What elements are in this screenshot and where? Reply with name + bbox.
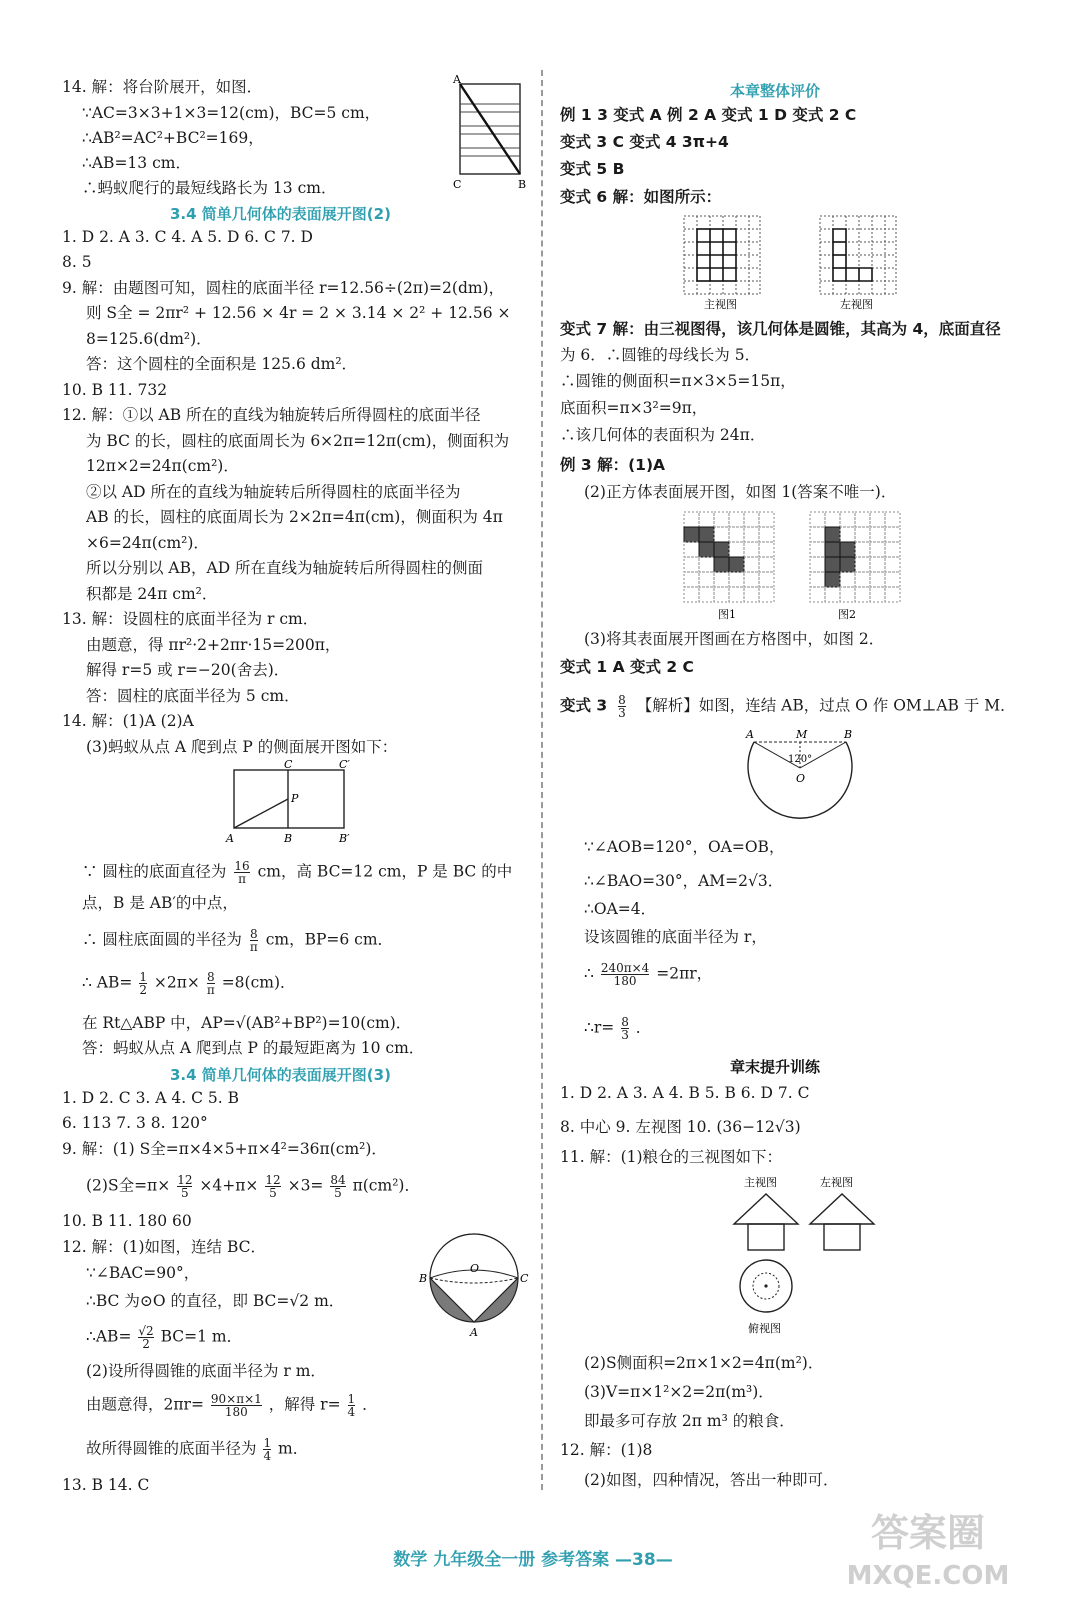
net-cell [810, 512, 825, 527]
net-cell [840, 587, 855, 602]
net-cell [759, 512, 774, 527]
numerator: 84 [330, 1173, 346, 1187]
label-angle: 120° [788, 754, 813, 765]
text-seg: ∴ 圆柱底面圆的半径为 [82, 930, 242, 949]
denominator: 180 [224, 1405, 248, 1419]
watermark-bottom: MXQE.COM [846, 1561, 1010, 1591]
denominator: π [238, 872, 246, 886]
fraction [601, 962, 649, 987]
text-seg: (2)S全=π× [86, 1176, 171, 1195]
net-cell [729, 542, 744, 557]
text-seg: π(cm²)． [352, 1176, 420, 1195]
text-seg: 由题意得，2πr= [86, 1395, 204, 1414]
section-heading: 本章整体评价 [730, 82, 821, 100]
label-B: B [419, 1272, 428, 1285]
net-cell [855, 557, 870, 572]
text-line: ②以 AD 所在的直线为轴旋转后所得圆柱的底面半径为 [86, 483, 461, 501]
text-line: (2)正方体表面展开图，如图 1(答案不唯一)． [584, 483, 897, 501]
denominator: 5 [181, 1186, 189, 1200]
numerator: 8 [621, 1015, 629, 1029]
net-cell [699, 572, 714, 587]
net-cell [870, 512, 885, 527]
numerator: 8 [250, 927, 258, 941]
net-cell [885, 512, 900, 527]
text-line: 答：这个圆柱的全面积是 125.6 dm²． [86, 355, 358, 373]
net-cell [885, 587, 900, 602]
caption-fig1: 图1 [718, 608, 736, 620]
denominator: 3 [618, 706, 626, 720]
text-line: (2)如图，四种情况，答出一种即可． [584, 1471, 839, 1489]
fraction [621, 1016, 629, 1041]
net-cell [810, 542, 825, 557]
text-line: ∵∠BAC=90°， [86, 1264, 200, 1282]
net-cell-filled [699, 527, 714, 542]
denominator: π [206, 983, 215, 997]
net-grid-1 [684, 512, 774, 602]
label-C: C [284, 758, 293, 771]
net-cell [714, 587, 729, 602]
numerator: 240π×4 [600, 961, 650, 975]
label-P: P [291, 792, 299, 805]
label-B: B [284, 832, 293, 844]
net-cell [759, 542, 774, 557]
text-line: ∵AC=3×3+1×3=12(cm)，BC=5 cm， [82, 104, 381, 122]
fraction [265, 1174, 280, 1199]
text-seg: =8(cm)． [221, 973, 296, 992]
granary-three-views [726, 1172, 896, 1340]
net-grid-2 [810, 512, 900, 602]
net-cell-filled [825, 572, 840, 587]
text-line: ∴蚂蚁爬行的最短线路长为 13 cm． [82, 179, 337, 197]
text-line: 答：圆柱的底面半径为 5 cm． [86, 687, 300, 705]
net-cell [885, 527, 900, 542]
text-seg: 变式 7 解：由三视图得，该几何体是圆锥，其高为 4，底面直径 [560, 320, 1001, 338]
net-cell [684, 587, 699, 602]
text-line [82, 971, 296, 996]
net-cell [855, 527, 870, 542]
text-line: 14. 解：(1)A (2)A [62, 712, 194, 730]
text-seg: ×3= [287, 1176, 324, 1195]
caption-fu: 俯视图 [748, 1322, 781, 1335]
net-cell [810, 572, 825, 587]
net-cell [744, 527, 759, 542]
label-M: M [796, 728, 808, 741]
section-heading: 3.4 简单几何体的表面展开图(2) [170, 205, 391, 223]
text-line [584, 1016, 651, 1041]
text-line: 在 Rt△ABP 中，AP=√(AB²+BP²)=10(cm)． [82, 1014, 412, 1032]
cube-net-figures [680, 508, 930, 620]
text-line: 为 6．∴圆锥的母线长为 5． [560, 346, 761, 364]
text-seg: =2πr， [656, 964, 713, 983]
column-divider [541, 70, 543, 1490]
text-seg: ． [362, 1395, 378, 1414]
label-C: C [520, 1272, 529, 1285]
label-Cprime: C′ [339, 758, 350, 771]
text-seg: ×2π× [153, 973, 200, 992]
net-cell-filled [840, 557, 855, 572]
numerator: 12 [265, 1173, 281, 1187]
numerator: 90×π×1 [210, 1392, 262, 1406]
text-line: ∴∠BAO=30°，AM=2√3． [584, 872, 784, 890]
caption-zhu: 主视图 [744, 1176, 777, 1189]
fraction [207, 971, 215, 996]
net-cell [885, 542, 900, 557]
net-cell [729, 587, 744, 602]
page-footer: 数学 九年级全一册 参考答案 —38— [393, 1550, 673, 1570]
text-line [86, 1174, 420, 1199]
net-cell [699, 587, 714, 602]
net-cell [855, 587, 870, 602]
label-A: A [470, 1326, 478, 1339]
label-B: B [844, 728, 853, 741]
text-line: 变式 1 A 变式 2 C [560, 658, 694, 676]
text-seg: ． [635, 1018, 652, 1037]
net-cell [684, 557, 699, 572]
numerator: 1 [263, 1436, 272, 1450]
text-line: 1. D 2. A 3. A 4. B 5. B 6. D 7. C [560, 1084, 810, 1102]
net-cell [870, 557, 885, 572]
fraction [263, 1437, 271, 1462]
fraction [348, 1393, 356, 1418]
text-line: 10. B 11. 180 60 [62, 1212, 192, 1230]
fraction [330, 1174, 345, 1199]
text-line: 由题意，得 πr²·2+2πr·15=200π， [86, 636, 341, 654]
text-line: (3)蚂蚁从点 A 爬到点 P 的侧面展开图如下： [86, 738, 398, 756]
net-cell [840, 527, 855, 542]
text-line: 13. 解：设圆柱的底面半径为 r cm． [62, 610, 319, 628]
text-line [82, 928, 393, 953]
text-line: 解得 r=5 或 r=−20(舍去)． [86, 661, 290, 679]
fraction [250, 928, 258, 953]
denominator: 4 [263, 1449, 272, 1463]
numerator: 16 [234, 859, 250, 873]
denominator: π [249, 940, 258, 954]
section-heading: 3.4 简单几何体的表面展开图(3) [170, 1066, 391, 1084]
text-line: 为 BC 的长，圆柱的底面周长为 6×2π=12π(cm)，侧面积为 [86, 432, 510, 450]
net-cell [810, 527, 825, 542]
text-line: 6. 113 7. 3 8. 120° [62, 1114, 208, 1132]
text-seg: 【解析】如图，连结 AB，过点 O 作 OM⊥AB 于 M． [636, 696, 1016, 715]
text-line: 11. 解：(1)粮仓的三视图如下： [560, 1148, 783, 1166]
denominator: 3 [621, 1028, 629, 1042]
net-cell [885, 557, 900, 572]
text-line [86, 1325, 242, 1350]
text-line: 1. D 2. A 3. C 4. A 5. D 6. C 7. D [62, 228, 313, 246]
text-line: 点，B 是 AB′的中点， [82, 894, 238, 912]
text-seg: ∵ 圆柱的底面直径为 [82, 862, 227, 881]
text-line: 例 1 3 变式 A 例 2 A 变式 1 D 变式 2 C [560, 106, 857, 124]
denominator: 5 [334, 1186, 342, 1200]
text-line: 底面积=π×3²=9π， [560, 399, 708, 417]
caption-zuo: 左视图 [820, 1176, 853, 1189]
net-cell [759, 587, 774, 602]
net-cell [714, 512, 729, 527]
text-seg: ∴AB= [86, 1327, 132, 1346]
fraction [138, 1325, 153, 1350]
net-cell-filled [825, 527, 840, 542]
cylinder-unfold-figure [222, 758, 362, 844]
label-B: B [518, 178, 527, 191]
text-line: 8. 5 [62, 253, 92, 271]
denominator: 180 [613, 974, 637, 988]
text-seg: cm，高 BC=12 cm，P 是 BC 的中 [257, 862, 513, 881]
net-cell [825, 512, 840, 527]
numerator: 1 [347, 1392, 356, 1406]
text-line: 变式 3 C 变式 4 3π+4 [560, 133, 729, 151]
net-cell [744, 542, 759, 557]
fraction [139, 971, 147, 996]
text-seg: ∴r= [584, 1018, 615, 1037]
net-cell-filled [825, 542, 840, 557]
net-cell-filled [714, 557, 729, 572]
label-A: A [453, 74, 461, 86]
text-seg: 故所得圆锥的底面半径为 [86, 1439, 257, 1458]
net-cell [870, 542, 885, 557]
net-cell [744, 512, 759, 527]
caption-fig2: 图2 [838, 608, 856, 620]
net-cell [744, 587, 759, 602]
text-line: 答：蚂蚁从点 A 爬到点 P 的最短距离为 10 cm． [82, 1039, 425, 1057]
text-seg: ∴ [584, 964, 594, 983]
denominator: 2 [142, 1337, 150, 1351]
net-cell-filled [729, 557, 744, 572]
text-line [560, 318, 1001, 340]
text-line: (2)设所得圆锥的底面半径为 r m． [86, 1362, 326, 1380]
label-A: A [746, 728, 754, 741]
fraction [234, 860, 249, 885]
text-line [560, 694, 1016, 719]
net-cell [714, 572, 729, 587]
text-seg: 变式 3 [560, 696, 608, 715]
net-cell [759, 527, 774, 542]
text-line: 变式 6 解：如图所示： [560, 188, 722, 206]
net-cell [810, 557, 825, 572]
net-cell [759, 557, 774, 572]
net-cell [855, 542, 870, 557]
text-line: ∴AB²=AC²+BC²=169， [82, 129, 264, 147]
watermark-top: 答案圈 [870, 1511, 986, 1555]
text-line: 12π×2=24π(cm²)． [86, 457, 239, 475]
text-line: 即最多可存放 2π m³ 的粮食． [584, 1412, 795, 1430]
text-line: 例 3 解：(1)A [560, 456, 666, 474]
fraction [177, 1174, 192, 1199]
text-line: 12. 解：(1)8 [560, 1441, 653, 1459]
net-cell [699, 557, 714, 572]
caption-left-view: 左视图 [840, 298, 873, 311]
net-cell [684, 512, 699, 527]
sector-figure [740, 724, 860, 824]
net-cell [684, 542, 699, 557]
text-seg: ，解得 r= [268, 1395, 341, 1414]
net-cell-filled [825, 557, 840, 572]
net-cell [885, 572, 900, 587]
fraction [211, 1393, 262, 1418]
text-line: (3)将其表面展开图画在方格图中，如图 2． [584, 630, 885, 648]
text-line: 则 S全 = 2πr² + 12.56 × 4r = 2 × 3.14 × 2² + 12.56 × [86, 304, 511, 322]
net-cell [810, 587, 825, 602]
fraction [618, 694, 626, 719]
text-line: ×6=24π(cm²)． [86, 534, 209, 552]
net-cell [870, 587, 885, 602]
text-seg: cm，BP=6 cm． [265, 930, 394, 949]
net-cell [840, 572, 855, 587]
net-cell [825, 587, 840, 602]
denominator: 4 [347, 1405, 356, 1419]
text-line: 13. B 14. C [62, 1476, 150, 1494]
text-seg: m． [278, 1439, 309, 1458]
text-line: (2)S侧面积=2π×1×2=4π(m²)． [584, 1354, 824, 1372]
text-line: 积都是 24π cm²． [86, 585, 218, 603]
net-cell [744, 572, 759, 587]
net-cell [714, 527, 729, 542]
caption-front-view: 主视图 [704, 298, 737, 311]
text-seg: ×4+π× [199, 1176, 259, 1195]
text-line [584, 962, 712, 987]
label-O: O [470, 1262, 480, 1275]
text-line: ∴圆锥的侧面积=π×3×5=15π， [560, 372, 796, 390]
text-line [86, 1437, 308, 1462]
numerator: 8 [618, 693, 626, 707]
text-line: 9. 解：由题图可知，圆柱的底面半径 r=12.56÷(2π)=2(dm)， [62, 279, 505, 297]
label-Bprime: B′ [339, 832, 350, 844]
text-line: 变式 5 B [560, 160, 625, 178]
text-line: 14. 解：将台阶展开，如图． [62, 78, 263, 96]
text-line: 所以分别以 AB，AD 所在直线为轴旋转后所得圆柱的侧面 [86, 559, 484, 577]
cube-net-svg [680, 508, 930, 620]
circle-sector-figure [414, 1232, 534, 1340]
three-view-grids [680, 212, 930, 312]
stairs-figure [450, 74, 530, 194]
net-cell [855, 572, 870, 587]
text-line: (3)V=π×1²×2=2π(m³)． [584, 1383, 774, 1401]
text-seg: BC=1 m． [160, 1327, 243, 1346]
text-line [82, 860, 512, 885]
text-line: ∴OA=4． [584, 900, 657, 918]
text-line: ∴该几何体的表面积为 24π． [560, 426, 766, 444]
net-cell [699, 512, 714, 527]
net-cell [744, 557, 759, 572]
numerator: 8 [206, 970, 215, 984]
text-line: 12. 解：①以 AB 所在的直线为轴旋转后所得圆柱的底面半径 [62, 406, 481, 424]
section-heading: 章末提升训练 [730, 1058, 821, 1076]
text-line: ∵∠AOB=120°，OA=OB， [584, 838, 785, 856]
net-cell-filled [714, 542, 729, 557]
denominator: 5 [269, 1186, 277, 1200]
label-O: O [796, 772, 806, 785]
net-cell-filled [840, 542, 855, 557]
text-line: 8. 中心 9. 左视图 10. (36−12√3) [560, 1118, 801, 1136]
text-line: 12. 解：(1)如图，连结 BC． [62, 1238, 266, 1256]
net-cell-filled [684, 527, 699, 542]
text-line: 10. B 11. 732 [62, 381, 168, 399]
text-line: ∴AB=13 cm． [82, 154, 191, 172]
text-line [86, 1393, 378, 1418]
numerator: √2 [138, 1324, 154, 1338]
net-cell [729, 572, 744, 587]
net-cell [759, 572, 774, 587]
net-cell [870, 527, 885, 542]
net-cell-filled [699, 542, 714, 557]
text-seg: ∴ AB= [82, 973, 133, 992]
net-cell [729, 527, 744, 542]
text-line: 1. D 2. C 3. A 4. C 5. B [62, 1089, 240, 1107]
numerator: 1 [139, 970, 147, 984]
net-cell [870, 572, 885, 587]
net-cell [840, 512, 855, 527]
label-C: C [453, 178, 462, 191]
text-line: 设该圆锥的底面半径为 r， [584, 928, 767, 946]
net-cell [729, 512, 744, 527]
numerator: 12 [177, 1173, 193, 1187]
text-line: ∴BC 为⊙O 的直径，即 BC=√2 m． [86, 1292, 345, 1310]
denominator: 2 [139, 983, 147, 997]
text-line: AB 的长，圆柱的底面周长为 2×2π=4π(cm)，侧面积为 4π [86, 508, 503, 526]
label-A: A [226, 832, 234, 844]
net-cell [684, 572, 699, 587]
net-cell [855, 512, 870, 527]
text-line: 9. 解：(1) S全=π×4×5+π×4²=36π(cm²)． [62, 1140, 387, 1158]
text-line: 8=125.6(dm²)． [86, 330, 212, 348]
